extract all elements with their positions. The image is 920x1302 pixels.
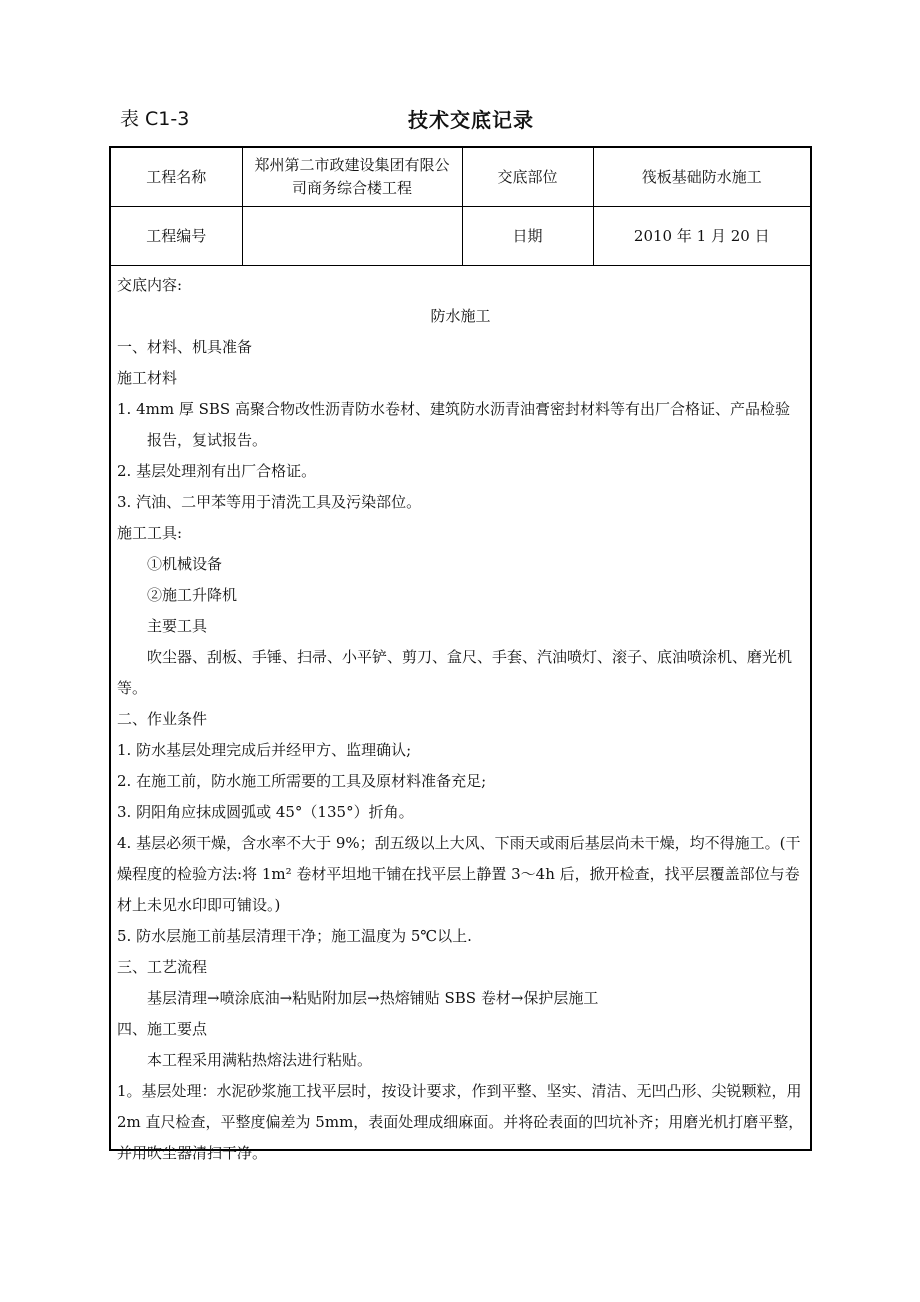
list-item: 3. 汽油、二甲苯等用于清洗工具及污染部位。 [117,493,422,511]
info-row-1 [111,148,810,207]
form-code: 表 C1-3 [120,108,190,130]
section-heading: 三、工艺流程 [117,958,208,976]
list-item: 1. 4mm 厚 SBS 高聚合物改性沥青防水卷材、建筑防水沥青油膏密封材料等有出厂合格证、产品检验报告，复试报告。 [117,400,790,449]
project-no-label: 工程编号 [111,207,242,266]
section-heading: 四、施工要点 [117,1020,208,1038]
list-item: ①机械设备 [147,555,223,573]
list-item: 3. 阴阳角应抹成圆弧或 45°（135°）折角。 [117,803,414,821]
list-item: 1。基层处理：水泥砂浆施工找平层时，按设计要求，作到平整、坚实、清洁、无凹凸形、尖锐颗粒，用 2m 直尺检查，平整度偏差为 5mm，表面处理成细麻面。并将砼表面的凹坑补齐；用磨光机打磨平整，并用吹尘器清扫干净。 [117,1082,804,1162]
list-item: 主要工具 [147,617,208,635]
list-item: 2. 在施工前，防水施工所需要的工具及原材料准备充足; [117,772,487,790]
date-label: 日期 [462,207,593,266]
sub-heading: 施工材料 [117,369,178,387]
project-name-value: 郑州第二市政建设集团有限公司商务综合楼工程 [242,148,462,207]
disclosure-content [111,266,810,1169]
list-item: 4. 基层必须干燥，含水率不大于 9%；刮五级以上大风、下雨天或雨后基层尚未干燥，均不得施工。(干燥程度的检验方法:将 1m² 卷材平坦地干铺在找平层上静置 3～4h 后，掀开检查，找平层覆盖部位与卷材上未见水印即可铺设。) [117,834,801,914]
list-item: 1. 防水基层处理完成后并经甲方、监理确认; [117,741,412,759]
info-row-2 [111,207,810,266]
part-value: 筏板基础防水施工 [593,148,810,207]
list-item: 5. 防水层施工前基层清理干净；施工温度为 5℃以上. [117,927,472,945]
paragraph: 吹尘器、刮板、手锤、扫帚、小平铲、剪刀、盒尺、手套、汽油喷灯、滚子、底油喷涂机、磨光机等。 [117,648,793,697]
content-subtitle: 防水施工 [430,307,491,325]
content-intro: 交底内容: [117,276,183,294]
process-flow: 基层清理→喷涂底油→粘贴附加层→热熔铺贴 SBS 卷材→保护层施工 [147,989,599,1007]
info-table [111,148,810,266]
list-item: ②施工升降机 [147,586,238,604]
project-name-label: 工程名称 [111,148,242,207]
sub-heading: 施工工具: [117,524,183,542]
section-heading: 二、作业条件 [117,710,208,728]
part-label: 交底部位 [462,148,593,207]
project-no-value [242,207,462,266]
section-heading: 一、材料、机具准备 [117,338,253,356]
disclosure-form [109,146,812,1162]
document-title: 技术交底记录 [408,108,534,132]
date-value: 2010 年 1 月 20 日 [593,207,810,266]
paragraph: 本工程采用满粘热熔法进行粘贴。 [147,1051,373,1069]
list-item: 2. 基层处理剂有出厂合格证。 [117,462,317,480]
